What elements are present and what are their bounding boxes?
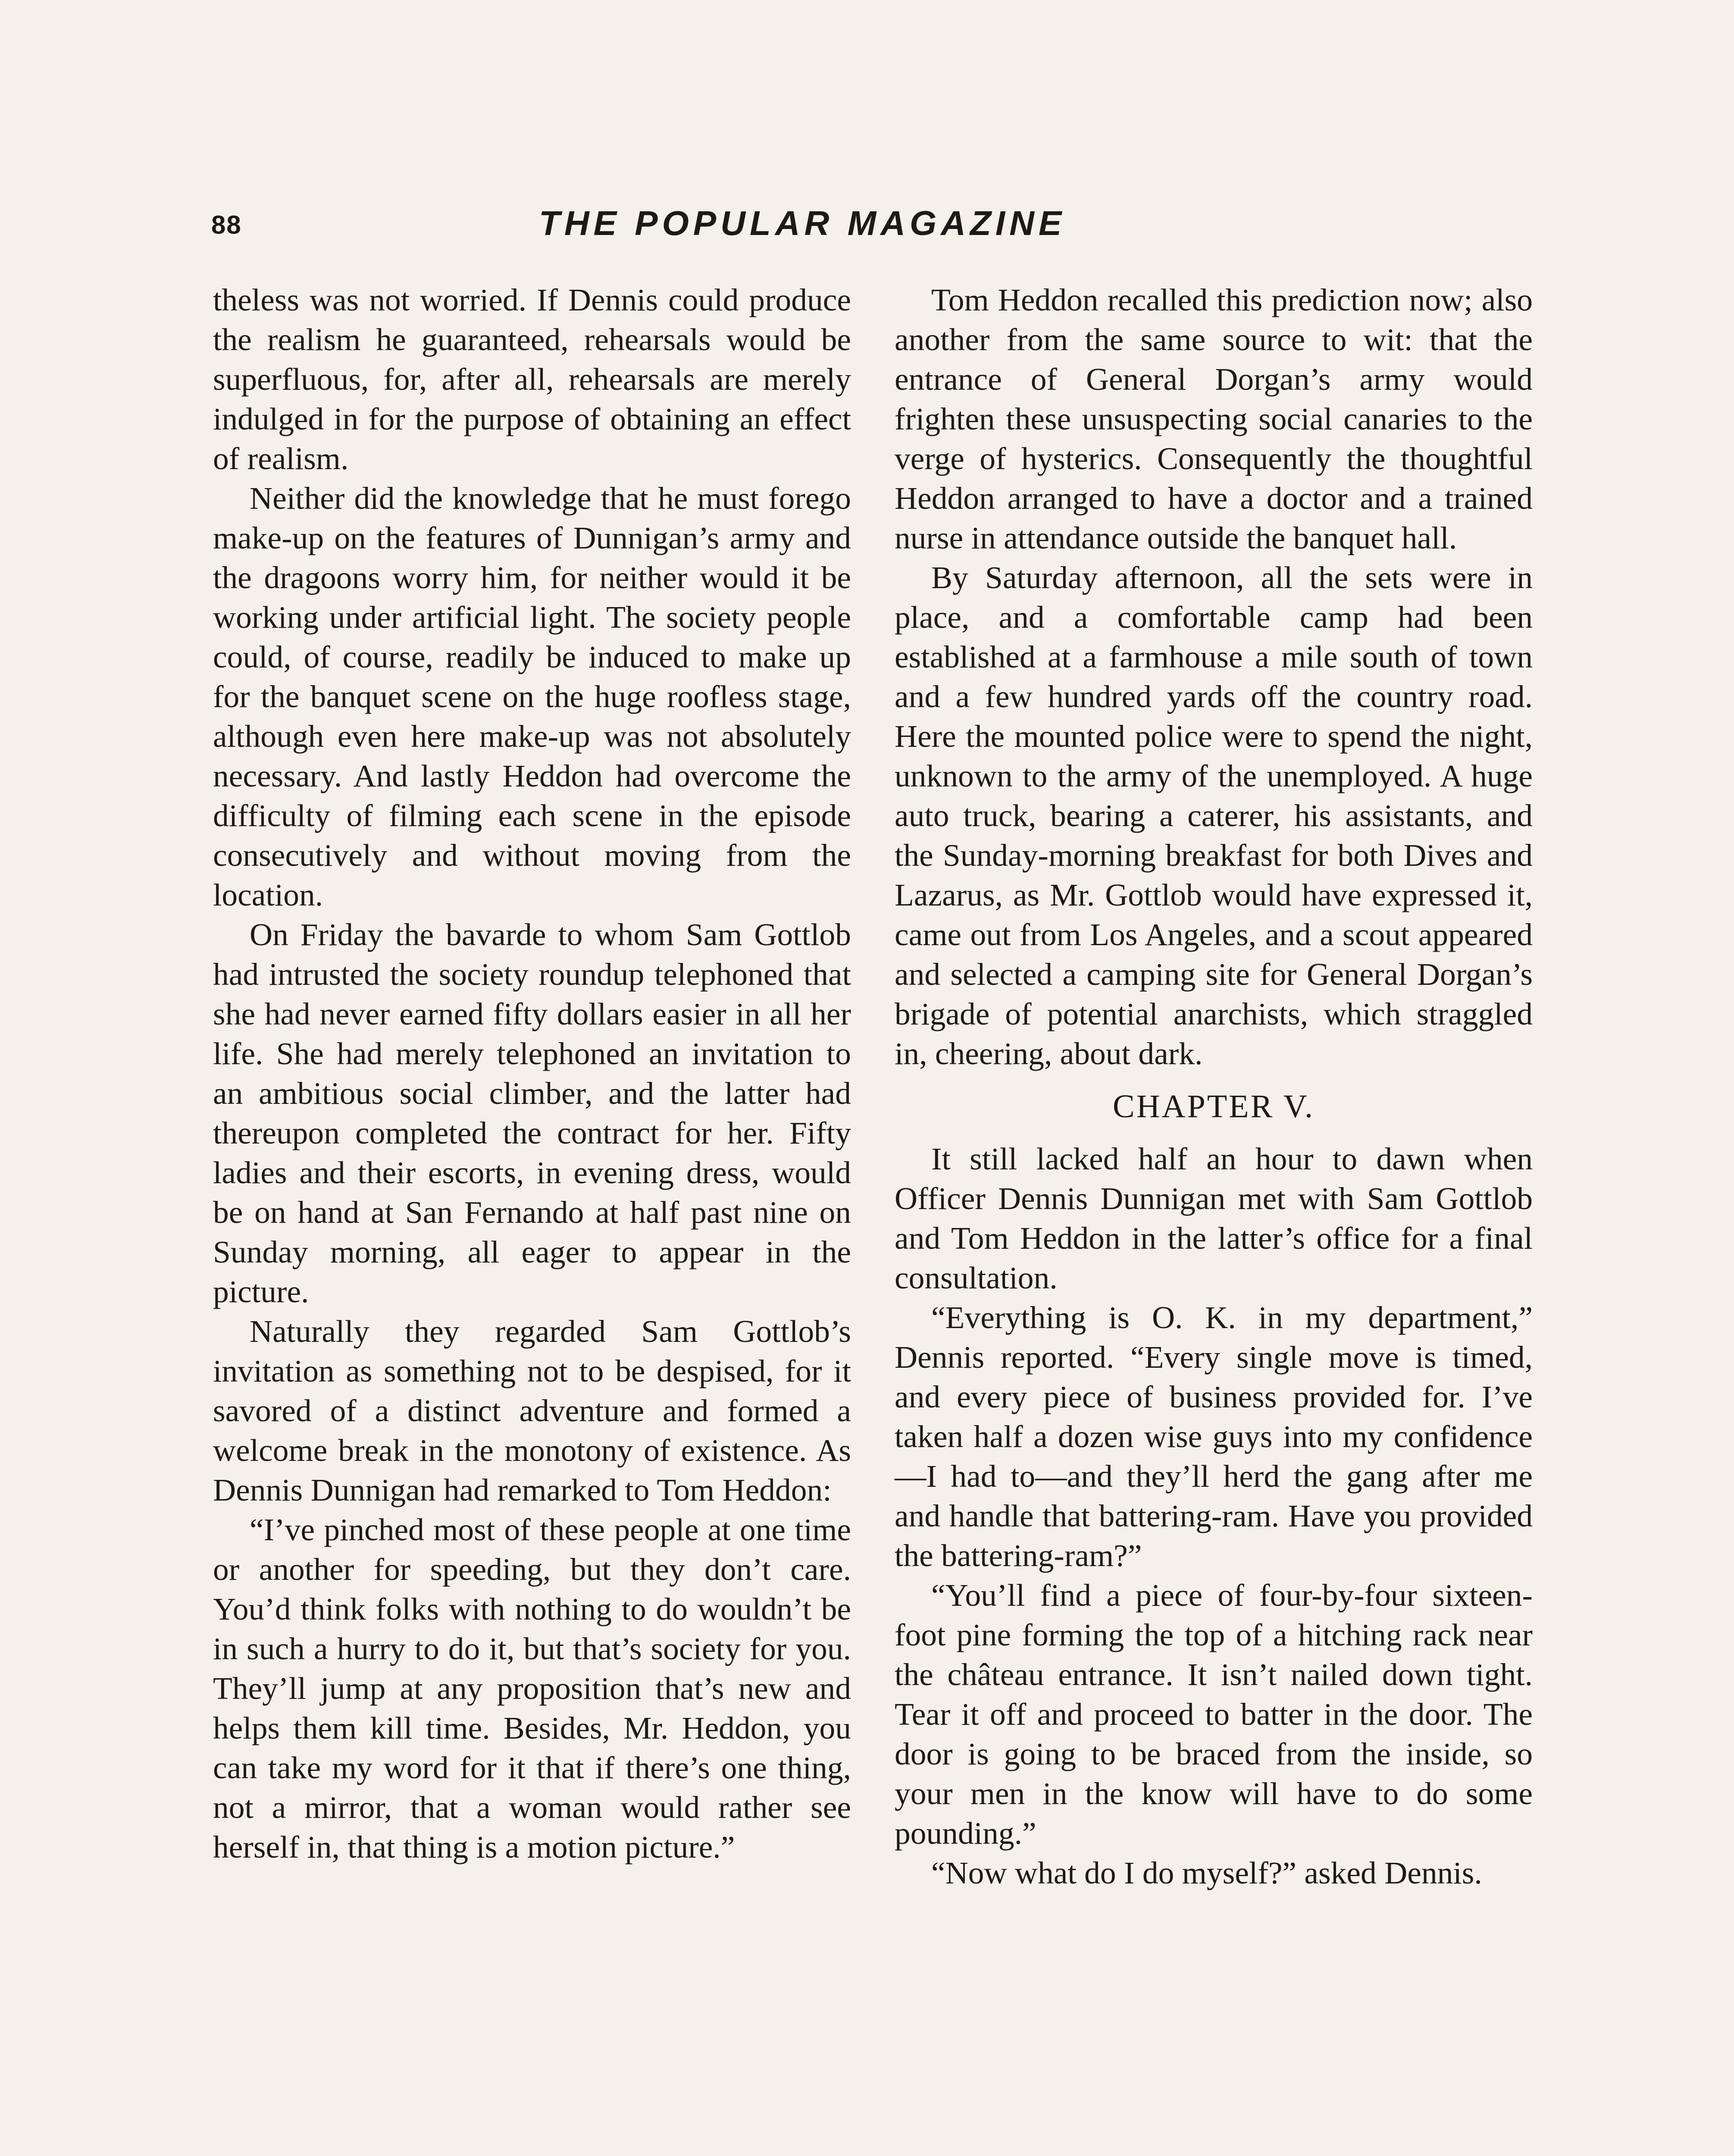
paragraph: “Everything is O. K. in my department,” Dennis reported. “Every single move is timed, and every piece of business provided for. I’ve taken half a dozen wise guys into my confidence—I had to—and they’ll herd the gang after me and handle that battering-ram. Have you provided the battering-ram?” xyxy=(895,1300,1533,1573)
right-column xyxy=(895,280,1533,1893)
paragraph: “I’ve pinched most of these people at one time or another for speeding, but they don’t care. You’d think folks with nothing to do wouldn’t be in such a hurry to do it, but that’s society for you. They’ll jump at any proposition that’s new and helps them kill time. Besides, Mr. Heddon, you can take my word for it that if there’s one thing, not a mirror, that a woman would rather see herself in, that thing is a motion picture.” xyxy=(213,1512,851,1865)
left-column xyxy=(213,280,851,1867)
paragraph: On Friday the bavarde to whom Sam Gottlob had intrusted the society roundup telephoned that she had never earned fifty dollars easier in all her life. She had merely telephoned an invitation to an ambitious social climber, and the latter had thereupon completed the contract for her. Fifty ladies and their escorts, in evening dress, would be on hand at San Fernando at half past nine on Sunday morning, all eager to appear in the picture. xyxy=(213,917,851,1309)
paragraph: Neither did the knowledge that he must forego make-up on the features of Dunnigan’s army and the dragoons worry him, for neither would it be working under artificial light. The society people could, of course, readily be induced to make up for the banquet scene on the huge roofless stage, although even here make-up was not absolutely necessary. And lastly Heddon had overcome the difficulty of filming each scene in the episode consecutively and without moving from the location. xyxy=(213,481,851,912)
paragraph: It still lacked half an hour to dawn when Officer Dennis Dunnigan met with Sam Gottlob and Tom Heddon in the latter’s office for a final consultation. xyxy=(895,1141,1533,1295)
paragraph: “You’ll find a piece of four-by-four sixteen-foot pine forming the top of a hitching rack near the château entrance. It isn’t nailed down tight. Tear it off and proceed to batter in the door. The door is going to be braced from the inside, so your men in the know will have to do some pounding.” xyxy=(895,1578,1533,1851)
paragraph: Tom Heddon recalled this prediction now; also another from the same source to wit: that the entrance of General Dorgan’s army would frighten these unsuspecting social canaries to the verge of hysterics. Consequently the thoughtful Heddon arranged to have a doctor and a trained nurse in attendance outside the banquet hall. xyxy=(895,282,1533,555)
paragraph: By Saturday afternoon, all the sets were in place, and a comfortable camp had been established at a farmhouse a mile south of town and a few hundred yards off the country road. Here the mounted police were to spend the night, unknown to the army of the unemployed. A huge auto truck, bearing a caterer, his assistants, and the Sunday-morning breakfast for both Dives and Lazarus, as Mr. Gottlob would have expressed it, came out from Los Angeles, and a scout appeared and selected a camping site for General Dorgan’s brigade of potential anarchists, which straggled in, cheering, about dark. xyxy=(895,560,1533,1071)
paragraph: Naturally they regarded Sam Gottlob’s invitation as something not to be despised, for it savored of a distinct adventure and formed a welcome break in the monotony of existence. As Dennis Dunnigan had remarked to Tom Heddon: xyxy=(213,1314,851,1507)
running-head: THE POPULAR MAGAZINE xyxy=(539,204,1066,242)
paragraph: “Now what do I do myself?” asked Dennis. xyxy=(931,1855,1482,1890)
paragraph: theless was not worried. If Dennis could produce the realism he guaranteed, rehearsals would be superfluous, for, after all, rehearsals are merely indulged in for the purpose of obtaining an effect of realism. xyxy=(213,282,851,476)
chapter-heading: CHAPTER V. xyxy=(1113,1088,1315,1125)
page-number: 88 xyxy=(211,210,242,239)
